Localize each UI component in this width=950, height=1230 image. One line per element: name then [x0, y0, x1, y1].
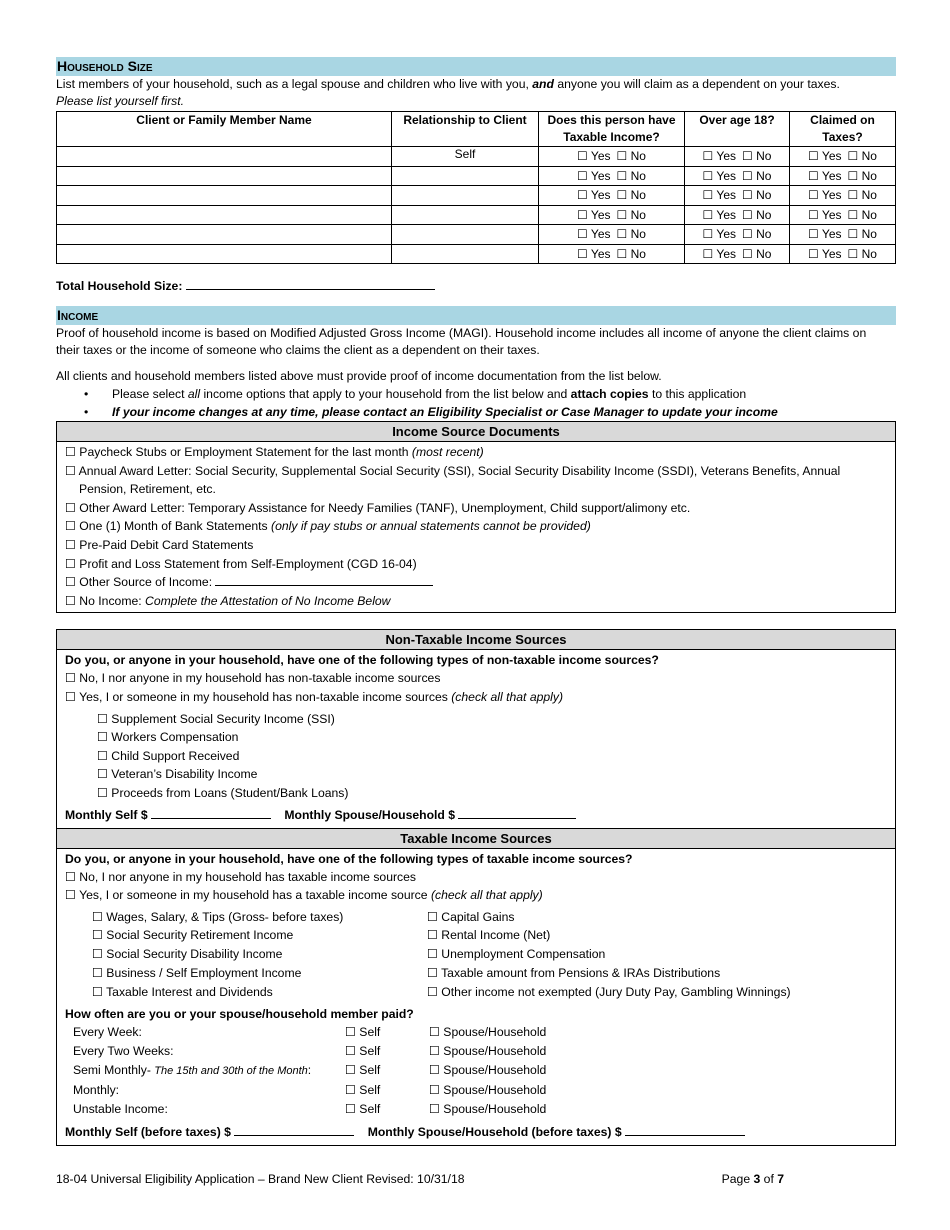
source-document-option[interactable]: ☐ No Income: Complete the Attestation of No Income Below: [65, 593, 391, 608]
spouse-household-checkbox[interactable]: ☐ Spouse/Household: [429, 1101, 547, 1116]
claimed-on-taxes-no-checkbox[interactable]: ☐ No: [847, 188, 877, 203]
taxable-income-cell: [539, 244, 685, 264]
claimed-on-taxes-yes-checkbox[interactable]: ☐ Yes: [808, 246, 842, 261]
relationship-cell[interactable]: [392, 244, 539, 264]
taxable-title: Taxable Income Sources: [57, 828, 895, 849]
over-18-cell: [685, 147, 790, 167]
taxable-monthly: [65, 1121, 887, 1143]
intro-text: List members of your household, such as a legal spouse and children who live with you,: [56, 77, 533, 91]
claimed-on-taxes-no-checkbox[interactable]: ☐ No: [847, 207, 877, 222]
claimed-on-taxes-cell: [790, 147, 896, 167]
self-checkbox[interactable]: ☐ Self: [345, 1062, 381, 1077]
income-source-documents-title: Income Source Documents: [57, 422, 895, 442]
taxable-income-yes-checkbox[interactable]: ☐ Yes: [577, 246, 611, 261]
taxable-income-no-checkbox[interactable]: ☐ No: [616, 188, 646, 203]
income-sources-box: [56, 629, 896, 1145]
relationship-cell[interactable]: Self: [392, 147, 539, 167]
relationship-cell[interactable]: [392, 225, 539, 245]
taxable-option[interactable]: ☐ Social Security Retirement Income: [92, 928, 294, 943]
household-row: [57, 205, 896, 225]
taxable-income-yes-checkbox[interactable]: ☐ Yes: [577, 149, 611, 164]
source-document-option[interactable]: ☐ Other Award Letter: Temporary Assistance for Needy Families (TANF), Unemployment, Child support/alimony etc.: [65, 500, 691, 515]
over-18-no-checkbox[interactable]: ☐ No: [742, 227, 772, 242]
claimed-on-taxes-cell: [790, 225, 896, 245]
form-page: [56, 57, 896, 1146]
self-checkbox[interactable]: ☐ Self: [345, 1043, 381, 1058]
nontaxable-option[interactable]: ☐ Veteran’s Disability Income: [97, 767, 258, 782]
taxable-question: Do you, or anyone in your household, have one of the following types of taxable income sources?: [65, 851, 633, 866]
household-column-header: Relationship to Client: [392, 112, 539, 147]
taxable-option[interactable]: ☐ Taxable amount from Pensions & IRAs Distributions: [427, 966, 721, 981]
relationship-cell[interactable]: [392, 205, 539, 225]
household-row: [57, 244, 896, 264]
claimed-on-taxes-cell: [790, 244, 896, 264]
taxable-income-cell: [539, 205, 685, 225]
household-row: [57, 186, 896, 206]
household-intro-note: [56, 93, 896, 110]
other-income-input[interactable]: [215, 573, 433, 586]
household-section-title: Household Size: [56, 57, 896, 76]
household-row: [57, 166, 896, 186]
taxable-option[interactable]: ☐ Unemployment Compensation: [427, 947, 606, 962]
nontaxable-monthly: [65, 804, 887, 826]
pay-frequency-label: Semi Monthly- The 15th and 30th of the Month:: [73, 1062, 312, 1077]
nontaxable-no-option[interactable]: ☐ No, I nor anyone in my household has non-taxable income sources: [65, 671, 441, 686]
taxable-income-no-checkbox[interactable]: ☐ No: [616, 227, 646, 242]
nontaxable-items: [65, 710, 887, 803]
source-document-continuation: Pension, Retirement, etc.: [79, 482, 216, 497]
intro-italic: Please list yourself first.: [56, 94, 185, 108]
member-name-cell[interactable]: [57, 186, 392, 206]
over-18-cell: [685, 225, 790, 245]
source-document-option[interactable]: ☐ Pre-Paid Debit Card Statements: [65, 537, 254, 552]
over-18-yes-checkbox[interactable]: ☐ Yes: [702, 207, 736, 222]
taxable-yes-option[interactable]: ☐ Yes, I or someone in my household has a taxable income source (check all that apply): [65, 888, 543, 903]
total-household-input[interactable]: [186, 277, 435, 290]
claimed-on-taxes-yes-checkbox[interactable]: ☐ Yes: [808, 149, 842, 164]
pay-frequency-rows: [65, 1023, 887, 1119]
nontaxable-monthly-spouse-input[interactable]: [458, 806, 576, 819]
self-checkbox[interactable]: ☐ Self: [345, 1082, 381, 1097]
taxable-options-col1: [92, 908, 427, 1002]
claimed-on-taxes-no-checkbox[interactable]: ☐ No: [847, 149, 877, 164]
taxable-option[interactable]: ☐ Wages, Salary, & Tips (Gross- before taxes): [92, 909, 344, 924]
over-18-cell: [685, 244, 790, 264]
taxable-income-cell: [539, 225, 685, 245]
pay-frequency-label: Every Week:: [73, 1024, 142, 1039]
over-18-no-checkbox[interactable]: ☐ No: [742, 207, 772, 222]
total-household-size: [56, 277, 896, 293]
household-column-header: Does this person have Taxable Income?: [539, 112, 685, 147]
household-column-header: Claimed on Taxes?: [790, 112, 896, 147]
household-row: [57, 147, 896, 167]
taxable-monthly-self-input[interactable]: [234, 1123, 354, 1136]
income-section-title: Income: [56, 306, 896, 325]
taxable-income-cell: [539, 166, 685, 186]
pay-frequency-row: [65, 1081, 887, 1100]
source-document-option[interactable]: ☐ Paycheck Stubs or Employment Statement for the last month (most recent): [65, 445, 484, 459]
taxable-no-option[interactable]: ☐ No, I nor anyone in my household has taxable income sources: [65, 869, 417, 884]
self-checkbox[interactable]: ☐ Self: [345, 1024, 381, 1039]
claimed-on-taxes-yes-checkbox[interactable]: ☐ Yes: [808, 188, 842, 203]
income-source-documents-list: [57, 442, 895, 612]
source-document-option[interactable]: ☐ Profit and Loss Statement from Self-Employment (CGD 16-04): [65, 556, 417, 571]
source-document-option[interactable]: ☐ Annual Award Letter: Social Security, Supplemental Social Security (SSI), Social Security Disability Income (SSDI), Veterans Benefits, Annual: [65, 463, 841, 478]
taxable-monthly-spouse-label: Monthly Spouse/Household (before taxes) $: [367, 1124, 626, 1139]
taxable-income-no-checkbox[interactable]: ☐ No: [616, 246, 646, 261]
nontaxable-monthly-self-label: Monthly Self $: [65, 807, 151, 822]
relationship-cell[interactable]: [392, 186, 539, 206]
claimed-on-taxes-no-checkbox[interactable]: ☐ No: [847, 227, 877, 242]
claimed-on-taxes-yes-checkbox[interactable]: ☐ Yes: [808, 227, 842, 242]
over-18-yes-checkbox[interactable]: ☐ Yes: [702, 168, 736, 183]
over-18-no-checkbox[interactable]: ☐ No: [742, 149, 772, 164]
spouse-household-checkbox[interactable]: ☐ Spouse/Household: [429, 1062, 547, 1077]
spouse-household-checkbox[interactable]: ☐ Spouse/Household: [429, 1043, 547, 1058]
over-18-yes-checkbox[interactable]: ☐ Yes: [702, 246, 736, 261]
intro-text-end: anyone you will claim as a dependent on your taxes.: [553, 77, 840, 91]
taxable-income-no-checkbox[interactable]: ☐ No: [616, 168, 646, 183]
claimed-on-taxes-cell: [790, 186, 896, 206]
over-18-no-checkbox[interactable]: ☐ No: [742, 168, 772, 183]
member-name-cell[interactable]: [57, 147, 392, 167]
taxable-option[interactable]: ☐ Capital Gains: [427, 909, 515, 924]
taxable-options: [65, 908, 887, 1002]
claimed-on-taxes-no-checkbox[interactable]: ☐ No: [847, 168, 877, 183]
household-column-header: Over age 18?: [685, 112, 790, 147]
claimed-on-taxes-yes-checkbox[interactable]: ☐ Yes: [808, 207, 842, 222]
member-name-cell[interactable]: [57, 244, 392, 264]
member-name-cell[interactable]: [57, 166, 392, 186]
claimed-on-taxes-no-checkbox[interactable]: ☐ No: [847, 246, 877, 261]
pay-frequency-label: Monthly:: [73, 1082, 120, 1097]
over-18-no-checkbox[interactable]: ☐ No: [742, 188, 772, 203]
household-column-header: Client or Family Member Name: [57, 112, 392, 147]
relationship-cell[interactable]: [392, 166, 539, 186]
pay-frequency-question: How often are you or your spouse/household member paid?: [65, 1006, 414, 1021]
taxable-option[interactable]: ☐ Social Security Disability Income: [92, 947, 283, 962]
household-intro: [56, 76, 896, 93]
nontaxable-option[interactable]: ☐ Workers Compensation: [97, 730, 239, 745]
over-18-no-checkbox[interactable]: ☐ No: [742, 246, 772, 261]
taxable-monthly-self-label: Monthly Self (before taxes) $: [65, 1124, 235, 1139]
pay-frequency-label: Every Two Weeks:: [73, 1043, 174, 1058]
footer-form-id: 18-04 Universal Eligibility Application – Brand New Client Revised: 10/31/18: [56, 1172, 465, 1186]
income-source-documents-box: [56, 421, 896, 613]
nontaxable-monthly-self-input[interactable]: [151, 806, 271, 819]
nontaxable-option[interactable]: ☐ Proceeds from Loans (Student/Bank Loans): [97, 785, 349, 800]
pay-frequency-row: [65, 1042, 887, 1061]
nontaxable-body: [57, 650, 895, 827]
income-bullet-2: • If your income changes at any time, please contact an Eligibility Specialist or Case Manager to update your income: [56, 403, 896, 421]
income-bullets: [56, 385, 896, 421]
over-18-cell: [685, 205, 790, 225]
taxable-options-col2: [427, 908, 791, 1002]
taxable-income-cell: [539, 147, 685, 167]
taxable-income-cell: [539, 186, 685, 206]
taxable-option[interactable]: ☐ Other income not exempted (Jury Duty Pay, Gambling Winnings): [427, 984, 791, 999]
spouse-household-checkbox[interactable]: ☐ Spouse/Household: [429, 1024, 547, 1039]
member-name-cell[interactable]: [57, 225, 392, 245]
spouse-household-checkbox[interactable]: ☐ Spouse/Household: [429, 1082, 547, 1097]
total-household-label: Total Household Size:: [56, 279, 183, 293]
taxable-income-yes-checkbox[interactable]: ☐ Yes: [577, 168, 611, 183]
income-paragraph-1: Proof of household income is based on Modified Adjusted Gross Income (MAGI). Household income includes all income of anyone the client claims on their taxes or the income of someone who claims the client as a dependent on their taxes.: [56, 326, 867, 357]
footer-page-number: Page 3 of 7: [721, 1172, 784, 1186]
taxable-income-yes-checkbox[interactable]: ☐ Yes: [577, 188, 611, 203]
page-footer: [56, 1172, 784, 1186]
over-18-yes-checkbox[interactable]: ☐ Yes: [702, 188, 736, 203]
taxable-income-yes-checkbox[interactable]: ☐ Yes: [577, 207, 611, 222]
nontaxable-option[interactable]: ☐ Child Support Received: [97, 748, 240, 763]
source-document-option[interactable]: ☐ One (1) Month of Bank Statements (only if pay stubs or annual statements cannot be provided): [65, 519, 591, 534]
over-18-yes-checkbox[interactable]: ☐ Yes: [702, 227, 736, 242]
claimed-on-taxes-cell: [790, 166, 896, 186]
over-18-yes-checkbox[interactable]: ☐ Yes: [702, 149, 736, 164]
over-18-cell: [685, 186, 790, 206]
over-18-cell: [685, 166, 790, 186]
claimed-on-taxes-cell: [790, 205, 896, 225]
nontaxable-option[interactable]: ☐ Supplement Social Security Income (SSI): [97, 711, 335, 726]
taxable-income-yes-checkbox[interactable]: ☐ Yes: [577, 227, 611, 242]
taxable-income-no-checkbox[interactable]: ☐ No: [616, 149, 646, 164]
pay-frequency-row: [65, 1061, 887, 1081]
pay-frequency-label: Unstable Income:: [73, 1101, 168, 1116]
member-name-cell[interactable]: [57, 205, 392, 225]
source-document-option[interactable]: ☐ Other Source of Income:: [65, 573, 887, 592]
taxable-option[interactable]: ☐ Rental Income (Net): [427, 928, 551, 943]
self-checkbox[interactable]: ☐ Self: [345, 1101, 381, 1116]
household-row: [57, 225, 896, 245]
taxable-body: [57, 849, 895, 1145]
taxable-option[interactable]: ☐ Business / Self Employment Income: [92, 966, 302, 981]
taxable-income-no-checkbox[interactable]: ☐ No: [616, 207, 646, 222]
household-table: [56, 111, 896, 264]
pay-frequency-row: [65, 1100, 887, 1119]
income-paragraph-2: All clients and household members listed above must provide proof of income documentation from the list below.: [56, 369, 662, 383]
taxable-option[interactable]: ☐ Taxable Interest and Dividends: [92, 984, 273, 999]
pay-frequency-row: [65, 1023, 887, 1042]
taxable-monthly-spouse-input[interactable]: [625, 1123, 745, 1136]
claimed-on-taxes-yes-checkbox[interactable]: ☐ Yes: [808, 168, 842, 183]
nontaxable-yes-option[interactable]: ☐ Yes, I or someone in my household has non-taxable income sources (check all that apply): [65, 689, 564, 704]
nontaxable-question: Do you, or anyone in your household, have one of the following types of non-taxable income sources?: [65, 653, 659, 668]
nontaxable-monthly-spouse-label: Monthly Spouse/Household $: [284, 807, 459, 822]
nontaxable-title: Non-Taxable Income Sources: [57, 630, 895, 650]
intro-emphasis: and: [532, 77, 554, 91]
income-bullet-1: • Please select all income options that apply to your household from the list below and attach copies to this application: [56, 385, 896, 403]
